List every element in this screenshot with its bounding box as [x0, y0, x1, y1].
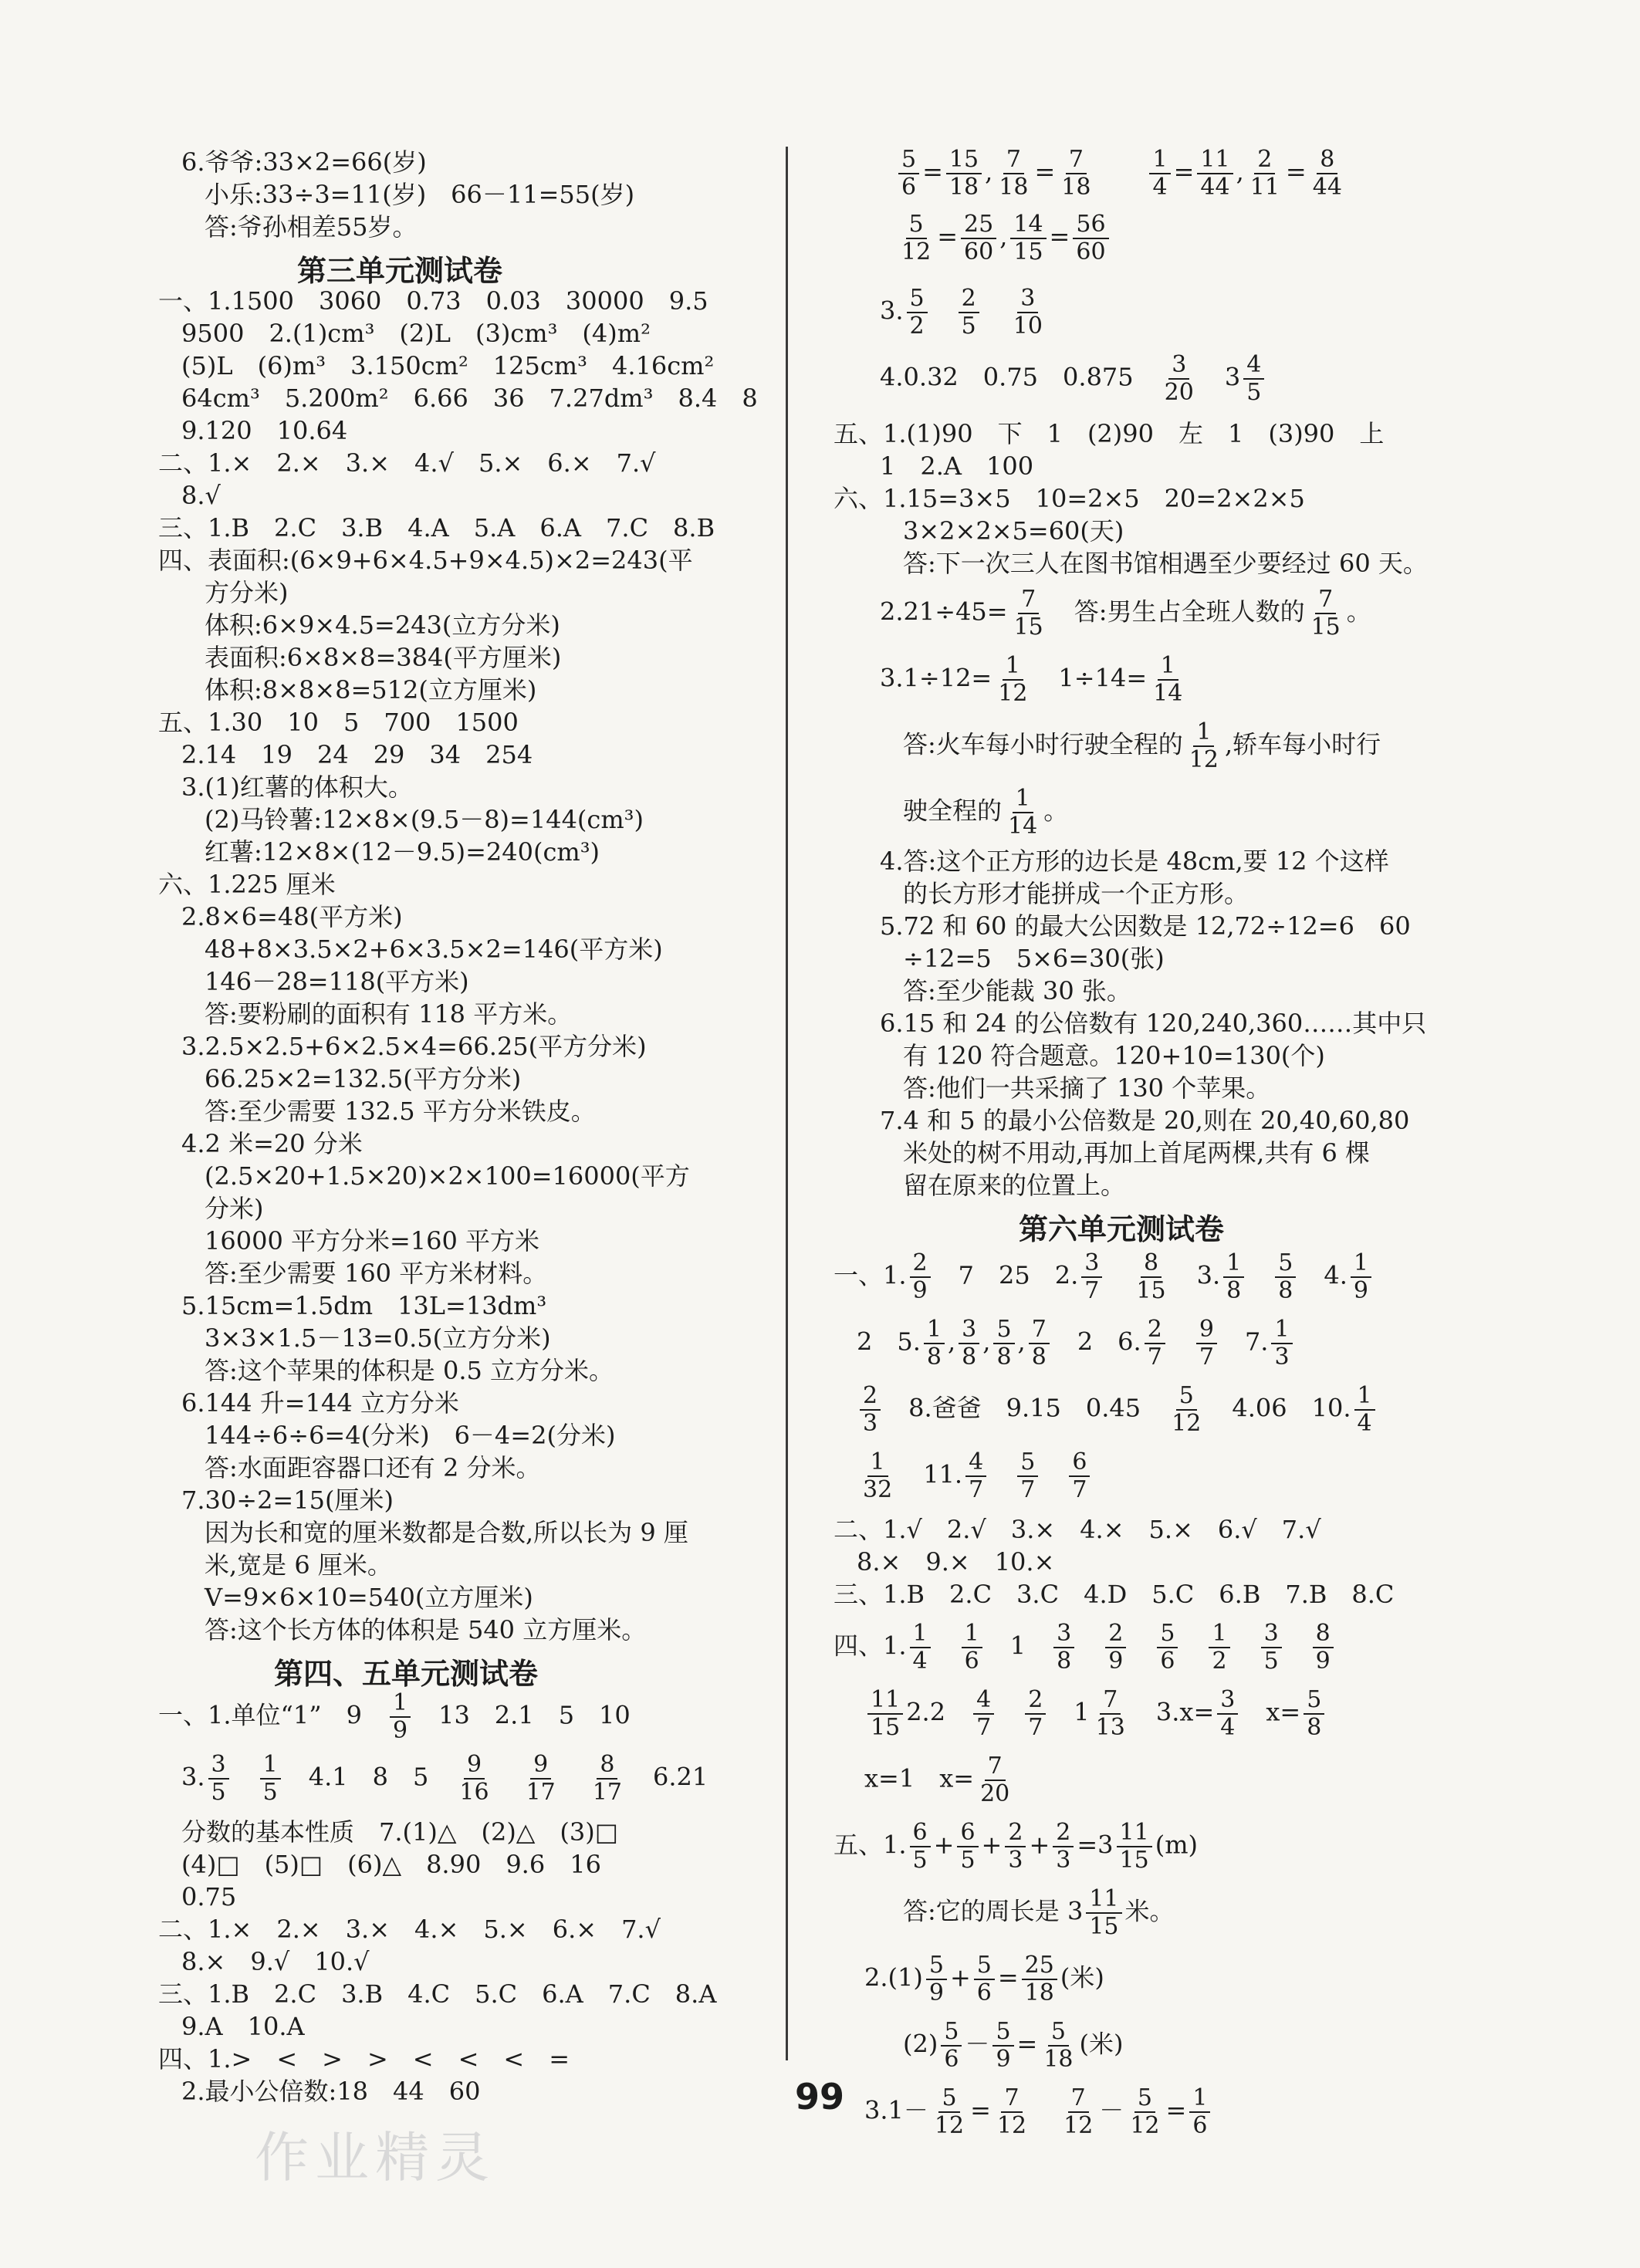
fraction: $\frac{3}{4}$: [1217, 1687, 1238, 1741]
answer-line: 144÷6÷6=4(分米) 6－4=2(分米): [205, 1421, 616, 1450]
answer-line: 答:他们一共采摘了 130 个苹果。: [903, 1073, 1271, 1103]
answer-line: [903, 1886, 1175, 1940]
answer-line: 四、1. $\frac{1}{4}$ $\frac{1}{6}$ 1 $\frac{3}{8}$ $\frac{2}{9}$ $\frac{5}{6}$ $\frac{1}{2}$ $\frac{3}{5}$ $\frac{8}{9}$: [834, 1621, 1337, 1675]
answer-text: (2): [903, 2029, 938, 2059]
fraction: $\frac{2}{9}$: [1105, 1621, 1126, 1675]
fraction: $\frac{7}{18}$: [999, 146, 1029, 201]
answer-line: 8.× 9.× 10.×: [857, 1547, 1055, 1577]
answer-line: 4.2 米=20 分米: [181, 1129, 363, 1158]
answer-line: 5.72 和 60 的最大公因数是 12,72÷12=6 60: [880, 911, 1411, 941]
fraction: $\frac{11}{15}$: [1117, 1820, 1152, 1874]
answer-line: $\frac{5}{12}$ = $\frac{25}{60}$ , $\frac{14}{15}$ = $\frac{56}{60}$: [895, 211, 1112, 265]
answer-text: 3.: [880, 296, 904, 326]
answer-line: 四、1.> < > > < < < =: [158, 2044, 570, 2074]
fraction: $\frac{11}{15}$: [867, 1687, 903, 1741]
answer-line: 146－28=118(平方米): [205, 967, 469, 996]
answer-text: x=1 x=: [864, 1763, 975, 1793]
answer-line: 6.爷爷:33×2=66(岁): [181, 147, 427, 177]
answer-line: 答:这个苹果的体积是 0.5 立方分米。: [205, 1356, 614, 1385]
answer-text: 3.: [1196, 1260, 1221, 1290]
fraction: $\frac{5}{18}$: [1043, 2018, 1074, 2073]
answer-line: 有 120 符合题意。120+10=130(个): [903, 1041, 1325, 1070]
answer-line: 因为长和宽的厘米数都是合数,所以长为 9 厘: [205, 1518, 688, 1547]
fraction: $\frac{2}{7}$: [1145, 1317, 1165, 1371]
fraction: $\frac{6}{7}$: [1069, 1449, 1090, 1503]
fraction: $\frac{2}{7}$: [1025, 1687, 1046, 1741]
fraction: $\frac{1}{5}$: [260, 1752, 281, 1806]
fraction: $\frac{9}{7}$: [1196, 1317, 1217, 1371]
answer-text: 11.: [923, 1459, 963, 1489]
fraction: $\frac{4}{7}$: [965, 1449, 986, 1503]
fraction: $\frac{1}{14}$: [1153, 652, 1183, 707]
section-title: 第四、五单元测试卷: [274, 1657, 539, 1691]
fraction: $\frac{2}{5}$: [959, 286, 979, 340]
fraction: $\frac{7}{15}$: [1310, 586, 1341, 641]
answer-text: 3.1÷12=: [880, 663, 992, 693]
answer-line: (2)马铃薯:12×8×(9.5－8)=144(cm³): [205, 805, 644, 834]
fraction: $\frac{25}{18}$: [1022, 1952, 1057, 2006]
answer-line: 3.2.5×2.5+6×2.5×4=66.25(平方分米): [181, 1032, 647, 1061]
fraction: $\frac{1}{9}$: [1351, 1250, 1371, 1304]
fraction: $\frac{7}{18}$: [1061, 146, 1091, 201]
answer-line: 五、1. $\frac{6}{5}$ + $\frac{6}{5}$ + $\frac{2}{3}$ + $\frac{2}{3}$ =3 $\frac{11}{15}$ (m): [834, 1819, 1199, 1874]
answer-text: 2 6.: [1077, 1327, 1141, 1357]
fraction: $\frac{3}{8}$: [1053, 1621, 1074, 1675]
answer-line: 3.1－ $\frac{5}{12}$ = $\frac{7}{12}$ $\frac{7}{12}$ － $\frac{5}{12}$ = $\frac{1}{6}$: [864, 2085, 1213, 2139]
answer-line: 一、1.1500 3060 0.73 0.03 30000 9.5: [158, 286, 708, 316]
fraction: $\frac{1}{4}$: [1354, 1383, 1375, 1437]
fraction: $\frac{5}{12}$: [1172, 1382, 1202, 1437]
fraction: $\frac{2}{11}$: [1249, 146, 1280, 201]
fraction: $\frac{8}{9}$: [1313, 1621, 1334, 1675]
answer-line: 答:至少需要 132.5 平方分米铁皮。: [205, 1097, 596, 1126]
answer-line: 3×2×2×5=60(天): [903, 516, 1124, 546]
fraction: $\frac{11}{44}$: [1197, 147, 1233, 201]
answer-line: [880, 586, 1371, 641]
fraction: $\frac{5}{9}$: [992, 2019, 1013, 2073]
fraction: $\frac{3}{20}$: [1164, 351, 1194, 406]
answer-line: 三、1.B 2.C 3.C 4.D 5.C 6.B 7.B 8.C: [834, 1580, 1395, 1609]
answer-line: [857, 1449, 1093, 1503]
fraction: $\frac{5}{7}$: [1017, 1449, 1038, 1503]
answer-line: 方分米): [205, 578, 289, 607]
answer-line: 8.√: [181, 481, 221, 510]
fraction: $\frac{3}{7}$: [1081, 1250, 1102, 1304]
answer-text: (m): [1155, 1830, 1199, 1860]
fraction: $\frac{8}{15}$: [1136, 1249, 1166, 1304]
answer-line: V=9×6×10=540(立方厘米): [205, 1583, 533, 1612]
answer-line: [880, 653, 1189, 707]
answer-line: 9500 2.(1)cm³ (2)L (3)cm³ (4)m²: [181, 319, 651, 348]
fraction: $\frac{1}{14}$: [1008, 785, 1038, 840]
column-divider: [786, 147, 788, 2060]
fraction: $\frac{1}{12}$: [1189, 718, 1219, 773]
watermark: 作业精灵: [255, 2126, 495, 2189]
answer-line: 六、1.15=3×5 10=2×5 20=2×2×5: [834, 484, 1305, 513]
section-title: 第六单元测试卷: [1019, 1212, 1225, 1246]
answer-line: 答:水面距容器口还有 2 分米。: [205, 1453, 541, 1482]
fraction: $\frac{56}{60}$: [1073, 211, 1108, 265]
fraction: $\frac{5}{12}$: [934, 2084, 965, 2139]
fraction: $\frac{1}{9}$: [390, 1690, 411, 1744]
answer-text: 4.: [1324, 1260, 1348, 1290]
answer-text: 2.2: [906, 1697, 946, 1727]
fraction: $\frac{8}{17}$: [592, 1751, 622, 1806]
answer-text: 7 25 2.: [958, 1260, 1079, 1290]
answer-text: ,轿车每小时行: [1224, 729, 1381, 759]
fraction: $\frac{5}{6}$: [1157, 1621, 1178, 1675]
answer-line: 留在原来的位置上。: [903, 1171, 1126, 1200]
answer-line: 2.(1) $\frac{5}{9}$ + $\frac{5}{6}$ = $\frac{25}{18}$ (米): [864, 1952, 1104, 2006]
answer-text: 4.06 10.: [1232, 1393, 1351, 1423]
fraction: $\frac{5}{12}$: [1130, 2084, 1160, 2139]
answer-line: 米,宽是 6 厘米。: [205, 1550, 392, 1580]
answer-line: [834, 1250, 1375, 1304]
answer-text: 4.1 8 5: [308, 1762, 429, 1792]
answer-line: 小乐:33÷3=11(岁) 66－11=55(岁): [205, 180, 635, 209]
fraction: $\frac{4}{7}$: [973, 1687, 994, 1741]
answer-line: 6.15 和 24 的公倍数有 120,240,360……其中只: [880, 1009, 1427, 1038]
fraction: $\frac{1}{6}$: [962, 1621, 982, 1675]
answer-line: 2.最小公倍数:18 44 60: [181, 2077, 481, 2106]
answer-line: 二、1.√ 2.√ 3.× 4.× 5.× 6.√ 7.√: [834, 1515, 1321, 1544]
answer-line: 红薯:12×8×(12－9.5)=240(cm³): [205, 837, 600, 867]
fraction: $\frac{1}{32}$: [863, 1448, 893, 1503]
fraction: $\frac{7}{20}$: [980, 1753, 1010, 1807]
answer-text: 3.1－: [864, 2095, 928, 2125]
answer-line: [903, 719, 1381, 773]
fraction: $\frac{1}{2}$: [1209, 1621, 1229, 1675]
fraction: $\frac{1}{12}$: [998, 652, 1028, 707]
fraction: $\frac{15}{18}$: [946, 147, 982, 201]
fraction: $\frac{9}{17}$: [526, 1751, 556, 1806]
page-number: 99: [795, 2076, 845, 2118]
answer-line: [903, 786, 1068, 840]
answer-text: 四、1.: [834, 1631, 907, 1661]
fraction: $\frac{5}{8}$: [993, 1317, 1014, 1371]
answer-line: 6.144 升=144 立方分米: [181, 1388, 459, 1418]
answer-text: 。: [1346, 597, 1371, 627]
answer-line: 1 2.A 100: [880, 451, 1034, 481]
fraction: $\frac{3}{5}$: [1261, 1621, 1282, 1675]
answer-text: x=: [1266, 1697, 1301, 1727]
fraction: $\frac{1}{8}$: [1223, 1250, 1244, 1304]
answer-line: 体积:8×8×8=512(立方厘米): [205, 675, 537, 705]
answer-line: (2) $\frac{5}{6}$ － $\frac{5}{9}$ = $\frac{5}{18}$ (米): [903, 2018, 1124, 2073]
fraction: $\frac{3}{8}$: [959, 1317, 979, 1371]
fraction: $\frac{2}{3}$: [860, 1383, 881, 1437]
fraction: $\frac{1}{8}$: [924, 1317, 945, 1371]
answer-line: 3×3×1.5－13=0.5(立方分米): [205, 1323, 551, 1353]
section-title: 第三单元测试卷: [297, 254, 503, 288]
answer-line: 答:要粉刷的面积有 118 平方米。: [205, 999, 573, 1029]
answer-text: 2.21÷45=: [880, 597, 1008, 627]
answer-line: 48+8×3.5×2+6×3.5×2=146(平方米): [205, 935, 663, 964]
fraction: $\frac{6}{5}$: [910, 1820, 931, 1874]
answer-line: 分米): [205, 1194, 264, 1223]
answer-text: (米): [1060, 1962, 1104, 1993]
answer-line: 5.15cm=1.5dm 13L=13dm³: [181, 1291, 547, 1320]
answer-text: 6.21: [653, 1762, 708, 1792]
answer-line: 2.14 19 24 29 34 254: [181, 740, 533, 769]
answer-line: 2 5. $\frac{1}{8}$ , $\frac{3}{8}$ , $\frac{5}{8}$ , $\frac{7}{8}$ 2 6. $\frac{2}{7}$ $\frac{9}{7}$ 7. $\frac{1}{3}$: [857, 1317, 1296, 1371]
fraction: $\frac{2}{3}$: [1053, 1820, 1074, 1874]
answer-text: 2 5.: [857, 1327, 921, 1357]
answer-text: 。: [1043, 796, 1069, 826]
fraction: $\frac{5}{8}$: [1275, 1250, 1296, 1304]
answer-line: 二、1.× 2.× 3.× 4.√ 5.× 6.× 7.√: [158, 448, 656, 478]
fraction: $\frac{2}{9}$: [910, 1250, 931, 1304]
answer-line: 二、1.× 2.× 3.× 4.× 5.× 6.× 7.√: [158, 1915, 661, 1944]
answer-line: 答:至少需要 160 平方米材料。: [205, 1259, 548, 1288]
answer-line: 8.× 9.√ 10.√: [181, 1947, 370, 1976]
answer-text: 一、1.: [834, 1260, 907, 1290]
answer-line: [158, 1690, 631, 1744]
answer-line: 三、1.B 2.C 3.B 4.C 5.C 6.A 7.C 8.A: [158, 1979, 717, 2009]
answer-line: 4.答:这个正方形的边长是 48cm,要 12 个这样: [880, 847, 1389, 876]
answer-line: (2.5×20+1.5×20)×2×100=16000(平方: [205, 1161, 690, 1191]
answer-line: 3. $\frac{3}{5}$ $\frac{1}{5}$ 4.1 8 5 $\frac{9}{16}$ $\frac{9}{17}$ $\frac{8}{17}$ 6.21: [181, 1751, 708, 1806]
fraction: $\frac{7}{15}$: [1013, 586, 1043, 641]
answer-text: 答:男生占全班人数的: [1049, 597, 1305, 627]
answer-line: [864, 1753, 1016, 1807]
answer-line: $\frac{5}{6}$ = $\frac{15}{18}$ , $\frac{7}{18}$ = $\frac{7}{18}$ $\frac{1}{4}$ = $\frac{11}{44}$ , $\frac{2}{11}$ = $\frac{8}{44}$: [895, 147, 1348, 201]
answer-text: 8.爸爸 9.15 0.45: [908, 1393, 1141, 1423]
fraction: $\frac{5}{6}$: [898, 147, 919, 201]
answer-line: (4)□ (5)□ (6)△ 8.90 9.6 16: [181, 1850, 601, 1879]
answer-text: 3.x=: [1155, 1697, 1215, 1727]
fraction: $\frac{2}{3}$: [1005, 1820, 1026, 1874]
answer-text: 米。: [1124, 1896, 1175, 1926]
fraction: $\frac{5}{8}$: [1304, 1687, 1324, 1741]
answer-line: 分数的基本性质 7.(1)△ (2)△ (3)□: [181, 1817, 618, 1847]
answer-text: (米): [1079, 2029, 1124, 2059]
fraction: $\frac{3}{5}$: [208, 1752, 229, 1806]
answer-text: 13 2.1 5 10: [414, 1700, 631, 1730]
answer-line: 米处的树不用动,再加上首尾两棵,共有 6 棵: [903, 1138, 1371, 1168]
answer-line: $\frac{11}{15}$ 2.2 $\frac{4}{7}$ $\frac{2}{7}$ 1 $\frac{7}{13}$ 3.x= $\frac{3}{4}$ x= $\frac{5}{8}$: [864, 1687, 1327, 1741]
answer-text: 7.: [1244, 1327, 1269, 1357]
fraction: $\frac{7}{13}$: [1095, 1686, 1125, 1741]
fraction: $\frac{1}{6}$: [1189, 2085, 1210, 2139]
answer-line: [880, 286, 1049, 340]
answer-line: 7.30÷2=15(厘米): [181, 1486, 394, 1515]
fraction: $\frac{4}{5}$: [1243, 352, 1264, 406]
answer-text: 一、1.单位“1” 9: [158, 1700, 387, 1730]
fraction: $\frac{5}{6}$: [974, 1952, 995, 2006]
answer-line: 16000 平方分米=160 平方米: [205, 1226, 540, 1256]
answer-line: 9.A 10.A: [181, 2012, 305, 2041]
answer-text: 答:它的周长是 3: [903, 1896, 1084, 1926]
answer-line: 9.120 10.64: [181, 416, 348, 445]
answer-line: 答:至少能裁 30 张。: [903, 976, 1131, 1006]
fraction: $\frac{5}{12}$: [901, 211, 932, 265]
answer-line: 0.75: [181, 1882, 237, 1911]
answer-text: 4.0.32 0.75 0.875: [880, 362, 1134, 392]
fraction: $\frac{1}{4}$: [1149, 147, 1170, 201]
answer-line: 64cm³ 5.200m² 6.66 36 7.27dm³ 8.4 8: [181, 384, 758, 413]
answer-line: ÷12=5 5×6=30(张): [903, 944, 1165, 973]
fraction: $\frac{7}{12}$: [996, 2084, 1027, 2139]
fraction: $\frac{3}{10}$: [1013, 285, 1043, 340]
answer-line: 7.4 和 5 的最小公倍数是 20,则在 20,40,60,80: [880, 1106, 1410, 1135]
answer-line: [857, 1383, 1378, 1437]
answer-text: 五、1.: [834, 1830, 907, 1860]
fraction: $\frac{5}{2}$: [907, 286, 928, 340]
fraction: $\frac{9}{16}$: [459, 1751, 489, 1806]
fraction: $\frac{6}{5}$: [957, 1820, 978, 1874]
answer-text: 答:火车每小时行驶全程的: [903, 729, 1183, 759]
answer-line: 3.(1)红薯的体积大。: [181, 772, 413, 802]
answer-line: (5)L (6)m³ 3.150cm² 125cm³ 4.16cm²: [181, 351, 715, 380]
answer-line: 答:爷孙相差55岁。: [205, 212, 418, 242]
fraction: $\frac{14}{15}$: [1010, 211, 1046, 265]
fraction: $\frac{1}{4}$: [910, 1621, 931, 1675]
answer-line: 五、1.(1)90 下 1 (2)90 左 1 (3)90 上: [834, 419, 1385, 448]
answer-line: 五、1.30 10 5 700 1500: [158, 708, 519, 737]
answer-line: 的长方形才能拼成一个正方形。: [903, 879, 1249, 908]
answer-text: 2.(1): [864, 1962, 923, 1993]
answer-line: 体积:6×9×4.5=243(立方分米): [205, 610, 560, 640]
fraction: $\frac{11}{15}$: [1086, 1886, 1121, 1940]
fraction: $\frac{1}{3}$: [1271, 1317, 1292, 1371]
answer-line: 答:下一次三人在图书馆相遇至少要经过 60 天。: [903, 549, 1428, 578]
fraction: $\frac{7}{12}$: [1063, 2084, 1094, 2139]
fraction: $\frac{5}{9}$: [926, 1952, 947, 2006]
answer-line: 表面积:6×8×8=384(平方厘米): [205, 643, 562, 672]
fraction: $\frac{7}{8}$: [1029, 1317, 1050, 1371]
answer-line: 答:这个长方体的体积是 540 立方厘米。: [205, 1615, 647, 1644]
answer-line: 66.25×2=132.5(平方分米): [205, 1064, 522, 1093]
fraction: $\frac{5}{6}$: [941, 2019, 962, 2073]
fraction: $\frac{25}{60}$: [961, 211, 996, 265]
fraction: $\frac{8}{44}$: [1312, 146, 1342, 201]
answer-line: 2.8×6=48(平方米): [181, 902, 403, 931]
answer-text: 1÷14=: [1033, 663, 1148, 693]
answer-line: 六、1.225 厘米: [158, 870, 336, 899]
answer-line: 四、表面积:(6×9+6×4.5+9×4.5)×2=243(平: [158, 546, 693, 575]
answer-line: 三、1.B 2.C 3.B 4.A 5.A 6.A 7.C 8.B: [158, 513, 715, 542]
answer-line: 4.0.32 0.75 0.875 $\frac{3}{20}$ 3 $\frac{4}{5}$: [880, 352, 1267, 406]
answer-text: 驶全程的: [903, 796, 1003, 826]
